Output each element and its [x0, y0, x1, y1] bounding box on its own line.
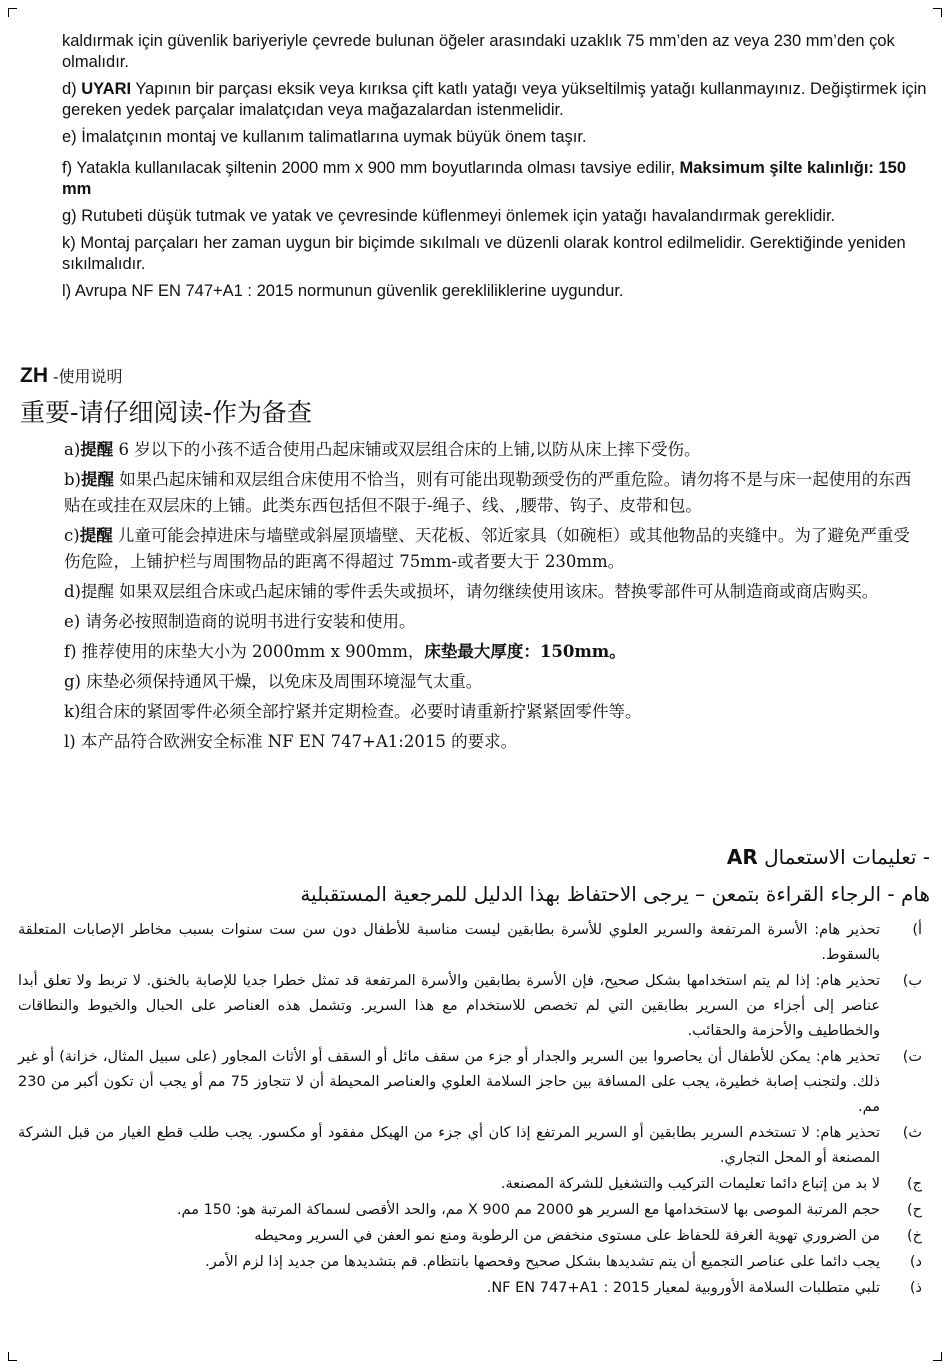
tr-item-k: k) Montaj parçaları her zaman uygun bir biçimde sıkılmalı ve düzenli olarak kontrol edilmelidir. Gerektiğinde yeniden sıkılmalıdır. [62, 234, 906, 273]
crop-mark-bottom-right [933, 1352, 942, 1361]
zh-item-f: f) 推荐使用的床垫大小为 2000mm x 900mm，床垫最大厚度：150mm。 [64, 642, 626, 661]
ar-item-ha: ح) حجم المرتبة الموصى بها لاستخدامها مع السرير هو 2000 مم X 900 مم، والحد الأقصى لسماكة المرتبة هو: 150 مم. [176, 1202, 922, 1218]
crop-mark-top-right [933, 8, 942, 17]
zh-item-b: b)提醒 如果凸起床铺和双层组合床使用不恰当，则有可能出现勒颈受伤的严重危险。请勿将不是与床一起使用的东西贴在或挂在双层床的上铺。此类东西包括但不限于-绳子、线、,腰带、钩子、皮带和包。 [64, 470, 912, 515]
zh-item-l: l) 本产品符合欧洲安全标准 NF EN 747+A1:2015 的要求。 [64, 732, 518, 751]
arabic-instructions [18, 842, 930, 1302]
ar-item-tha: ث) تحذير هام: لا تستخدم السرير بطابقين أو السرير المرتفع إذا كان أي جزء من الهيكل مفقود أو مكسور. يجب طلب قطع الغيار من قبل الشركة المصنعة أو المحل التجاري. [18, 1125, 922, 1166]
ar-section-heading: - تعليمات الاستعمال AR [726, 845, 930, 869]
tr-item-g: g) Rutubeti düşük tutmak ve yatak ve çevresinde küflenmeyi önlemek için yatağı havalandırmak gereklidir. [62, 207, 836, 225]
ar-item-dhal: ذ) تلبي متطلبات السلامة الأوروبية لمعيار NF EN 747+A1 : 2015. [486, 1280, 922, 1296]
tr-item-c-continued: kaldırmak için güvenlik bariyeriyle çevrede bulunan öğeler arasındaki uzaklık 75 mm’den az veya 230 mm’den çok olmalıdır. [62, 32, 895, 71]
ar-item-ba: ب) تحذير هام: إذا لم يتم استخدامها بشكل صحيح، فإن الأسرة بطابقين والأسرة المرتفعة قد تمثل خطرا جديا للإصابة بالخنق. لا تربط ولا تعلق أبدا عناصر إلى أجزاء من السرير بطابقين التي لم تخصص للاستخدام مع هذا السرير. وتشمل هذه العناصر على الحبال والخيوط والنطاقات والخطاطيف والأحزمة والحقائب. [18, 973, 922, 1039]
ar-item-dal: د) يجب دائما على عناصر التجميع أن يتم تشديدها بشكل صحيح وفحصها بانتظام. قم بتشديدها من جديد إذا لزم الأمر. [205, 1254, 922, 1270]
ar-section-title: هام - الرجاء القراءة بتمعن – يرجى الاحتفاظ بهذا الدليل للمرجعية المستقبلية [300, 882, 930, 906]
zh-section-heading: ZH -使用说明 [20, 364, 123, 387]
tr-item-f: f) Yatakla kullanılacak şiltenin 2000 mm x 900 mm boyutlarında olması tavsiye edilir, Maksimum şilte kalınlığı: 150 mm [62, 159, 907, 198]
zh-item-e: e) 请务必按照制造商的说明书进行安装和使用。 [64, 612, 416, 631]
zh-item-k: k)组合床的紧固零件必须全部拧紧并定期检查。必要时请重新拧紧紧固零件等。 [64, 702, 642, 721]
tr-item-e: e) İmalatçının montaj ve kullanım talimatlarına uymak büyük önem taşır. [62, 128, 587, 146]
ar-item-kha: خ) من الضروري تهوية الغرفة للحفاظ على مستوى منخفض من الرطوبة ومنع نمو العفن في السرير ومحيطه [254, 1228, 922, 1244]
chinese-instructions [20, 362, 925, 759]
zh-item-d: d)提醒 如果双层组合床或凸起床铺的零件丢失或损坏，请勿继续使用该床。替换零部件可从制造商或商店购买。 [64, 582, 879, 601]
tr-item-d: d) UYARI Yapının bir parçası eksik veya kırıksa çift katlı yatağı veya yükseltilmiş yatağı kullanmayınız. Değiştirmek için gereken yedek parçalar imalatçıdan veya mağazalardan istenmelidir. [62, 80, 927, 119]
tr-item-l: l) Avrupa NF EN 747+A1 : 2015 normunun güvenlik gerekliliklerine uygundur. [62, 282, 624, 300]
crop-mark-bottom-left [8, 1352, 17, 1361]
ar-item-ta: ت) تحذير هام: يمكن للأطفال أن يحاصروا بين السرير والجدار أو جزء من سقف مائل أو السقف أو الأثاث المجاور (على سبيل المثال، خزانة) أو غير ذلك. ولتجنب إصابة خطيرة، يجب على المسافة بين حاجز السلامة العلوي والعناصر المحيطة أن لا تتجاوز 75 مم أو يجب أن تكون أكبر من 230 مم. [18, 1049, 922, 1115]
zh-item-c: c)提醒 儿童可能会掉进床与墙壁或斜屋顶墙壁、天花板、邻近家具（如碗柜）或其他物品的夹缝中。为了避免严重受伤危险，上铺护栏与周围物品的距离不得超过 75mm-或者要大于 230mm。 [64, 526, 910, 571]
ar-item-jim: ج) لا بد من إتباع دائما تعليمات التركيب والتشغيل للشركة المصنعة. [500, 1176, 922, 1192]
ar-item-alif: أ) تحذير هام: الأسرة المرتفعة والسرير العلوي للأسرة بطابقين ليست مناسبة للأطفال دون سن ست سنوات بسبب مخاطر الإصابات المتعلقة بالسقوط. [18, 922, 922, 963]
zh-item-a: a)提醒 6 岁以下的小孩不适合使用凸起床铺或双层组合床的上铺,以防从床上摔下受伤。 [64, 440, 701, 459]
crop-mark-top-left [8, 8, 17, 17]
zh-item-g: g) 床垫必须保持通风干燥，以免床及周围环境湿气太重。 [64, 672, 483, 691]
zh-section-title: 重要-请仔细阅读-作为备查 [20, 398, 312, 427]
turkish-instructions [62, 31, 930, 308]
